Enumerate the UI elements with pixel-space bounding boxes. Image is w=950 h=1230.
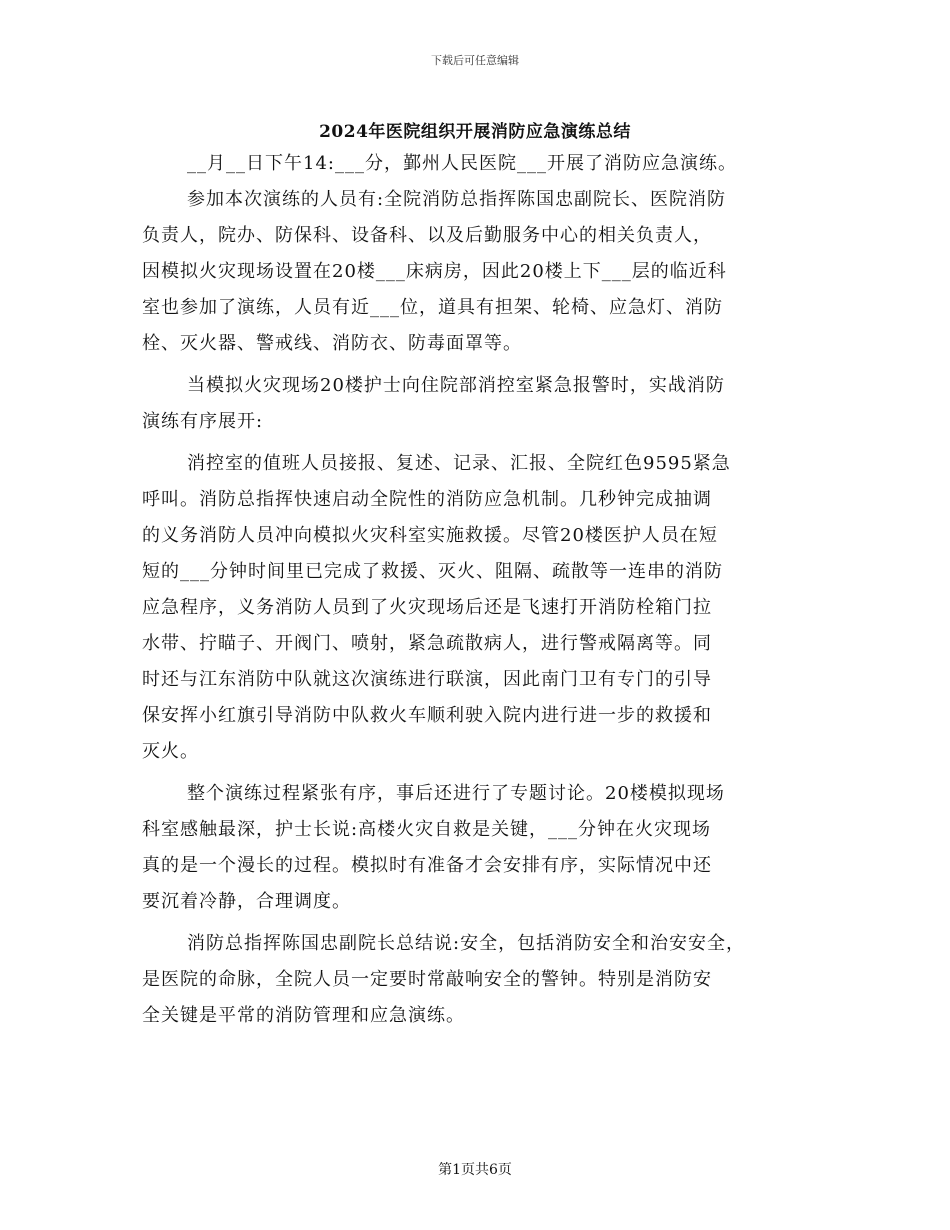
text-line: 呼叫。消防总指挥快速启动全院性的消防应急机制。几秒钟完成抽调 <box>142 489 712 510</box>
page-footer: 第1页共6页 <box>438 1162 512 1178</box>
text-line: 全关键是平常的消防管理和应急演练。 <box>142 1005 465 1026</box>
text-line: 室也参加了演练，人员有近___位，道具有担架、轮椅、应急灯、消防 <box>142 297 723 318</box>
paragraph <box>142 368 822 440</box>
text-line: 参加本次演练的人员有:全院消防总指挥陈国忠副院长、医院消防 <box>187 189 727 210</box>
paragraph <box>142 776 822 920</box>
text-line: 消控室的值班人员接报、复述、记录、汇报、全院红色9595紧急 <box>187 453 731 474</box>
text-line: 的义务消防人员冲向模拟火灾科室实施救援。尽管20楼医护人员在短 <box>142 525 718 546</box>
document-body <box>142 146 822 1034</box>
text-line: 演练有序展开: <box>142 411 264 432</box>
text-line: 短的___分钟时间里已完成了救援、灭火、阻隔、疏散等一连串的消防 <box>142 561 723 582</box>
text-line: 栓、灭火器、警戒线、消防衣、防毒面罩等。 <box>142 333 522 354</box>
text-line: 整个演练过程紧张有序，事后还进行了专题讨论。20楼模拟现场 <box>187 783 725 804</box>
text-line: 真的是一个漫长的过程。模拟时有准备才会安排有序，实际情况中还 <box>142 855 712 876</box>
text-line: 灭火。 <box>142 741 199 762</box>
paragraph <box>142 146 822 182</box>
text-line: 是医院的命脉，全院人员一定要时常敲响安全的警钟。特别是消防安 <box>142 969 712 990</box>
paragraph <box>142 182 822 362</box>
text-line: 消防总指挥陈国忠副院长总结说:安全，包括消防安全和治安安全， <box>187 933 746 954</box>
text-line: 要沉着冷静，合理调度。 <box>142 891 351 912</box>
text-line: 保安挥小红旗引导消防中队救火车顺利驶入院内进行进一步的救援和 <box>142 705 712 726</box>
text-line: 应急程序，义务消防人员到了火灾现场后还是飞速打开消防栓箱门拉 <box>142 597 712 618</box>
header-note: 下载后可任意编辑 <box>431 54 519 67</box>
paragraph <box>142 446 822 770</box>
text-line: 负责人，院办、防保科、设备科、以及后勤服务中心的相关负责人， <box>142 225 712 246</box>
text-line: 科室感触最深，护士长说:高楼火灾自救是关键，___分钟在火灾现场 <box>142 819 712 840</box>
text-line: 当模拟火灾现场20楼护士向住院部消控室紧急报警时，实战消防 <box>187 375 725 396</box>
text-line: 水带、拧瞄子、开阀门、喷射，紧急疏散病人，进行警戒隔离等。同 <box>142 633 712 654</box>
text-line: 因模拟火灾现场设置在20楼___床病房，因此20楼上下___层的临近科 <box>142 261 727 282</box>
document-title: 2024年医院组织开展消防应急演练总结 <box>319 122 631 142</box>
text-line: __月__日下午14:___分，鄞州人民医院___开展了消防应急演练。 <box>187 153 737 174</box>
paragraph <box>142 926 822 1034</box>
text-line: 时还与江东消防中队就这次演练进行联演，因此南门卫有专门的引导 <box>142 669 712 690</box>
